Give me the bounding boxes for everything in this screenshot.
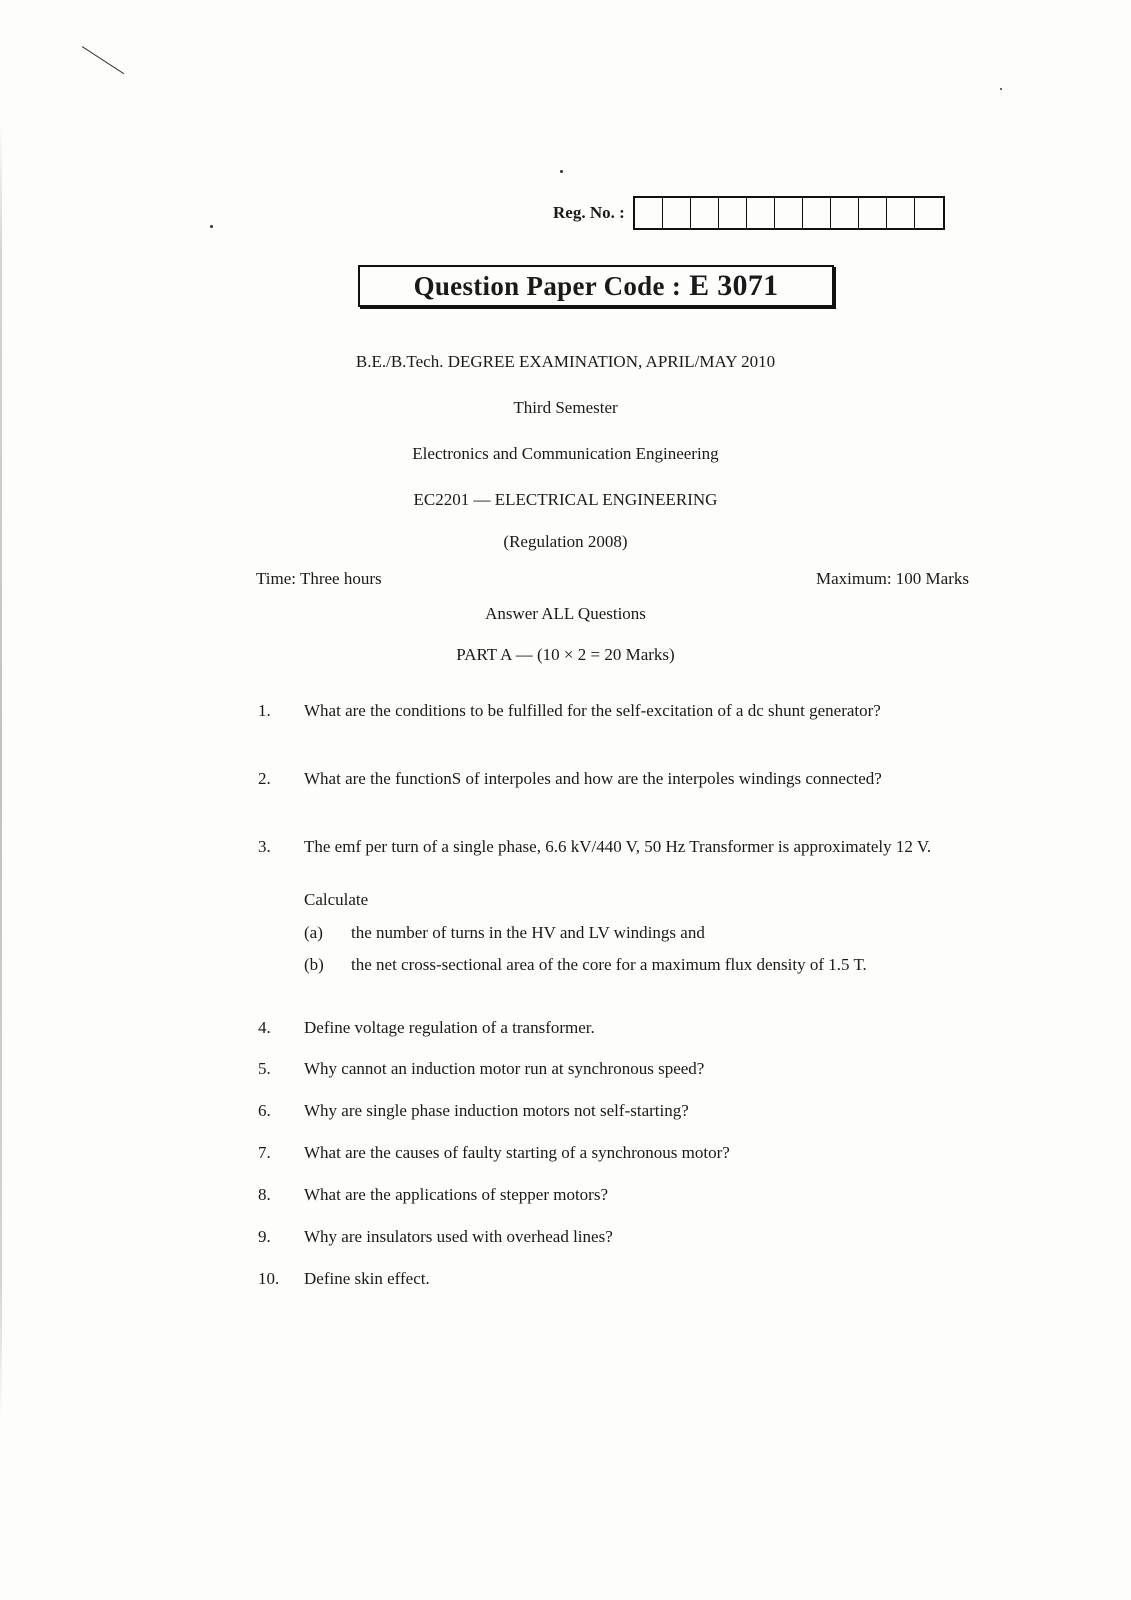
question-number: 2. [258,769,271,788]
reg-digit-box[interactable] [691,198,719,228]
question-text: Why are insulators used with overhead lines? [304,1227,613,1246]
calculate-label: Calculate [304,890,369,909]
sub-question-text: the number of turns in the HV and LV windings and [351,923,705,942]
question-item [258,1142,974,1164]
reg-no [553,196,945,230]
reg-digit-box[interactable] [747,198,775,228]
question-item [258,768,974,790]
sub-question-text: the net cross-sectional area of the core for a maximum flux density of 1.5 T. [351,955,867,974]
question-text: Why cannot an induction motor run at synchronous speed? [304,1059,705,1078]
sub-question [304,922,974,944]
question-number: 7. [258,1143,271,1162]
semester: Third Semester [513,398,618,417]
question-text: What are the causes of faulty starting of a synchronous motor? [304,1143,730,1162]
reg-digit-box[interactable] [915,198,943,228]
question-number: 6. [258,1101,271,1120]
question-number: 8. [258,1185,271,1204]
question-item [258,1017,974,1039]
question-text: Define voltage regulation of a transformer. [304,1018,595,1037]
regulation: (Regulation 2008) [503,532,628,551]
qpc-code: E 3071 [689,269,779,302]
question-number: 10. [258,1269,280,1288]
scan-dot [560,170,563,173]
question-number: 5. [258,1059,271,1078]
max-marks: Maximum: 100 Marks [816,569,969,588]
question-item [258,1100,974,1122]
question-item [258,700,974,722]
scan-dot [210,225,213,228]
question-text: What are the conditions to be fulfilled for the self-excitation of a dc shunt generator? [304,701,881,720]
question-paper-code [358,265,834,307]
reg-digit-box[interactable] [831,198,859,228]
reg-digit-box[interactable] [803,198,831,228]
reg-digit-box[interactable] [775,198,803,228]
question-item [258,1268,974,1290]
sub-question [304,954,974,976]
question-number: 9. [258,1227,271,1246]
question-text: Why are single phase induction motors not self-starting? [304,1101,689,1120]
reg-digit-box[interactable] [663,198,691,228]
question-text: The emf per turn of a single phase, 6.6 kV/440 V, 50 Hz Transformer is approximately 12 V. [304,837,932,856]
question-number: 4. [258,1018,271,1037]
scan-edge [0,120,2,1420]
question-item [258,1226,974,1248]
subject: EC2201 — ELECTRICAL ENGINEERING [413,490,718,509]
reg-digit-box[interactable] [719,198,747,228]
qpc-label: Question Paper Code : [413,270,682,301]
reg-digit-box[interactable] [635,198,663,228]
reg-digit-box[interactable] [887,198,915,228]
reg-label: Reg. No. : [553,203,625,222]
exam-title: B.E./B.Tech. DEGREE EXAMINATION, APRIL/MAY 2010 [355,352,776,371]
part-heading: PART A — (10 × 2 = 20 Marks) [456,645,675,664]
reg-digit-box[interactable] [859,198,887,228]
branch: Electronics and Communication Engineering [412,444,719,463]
question-item [258,1184,974,1206]
scan-dot [1000,88,1002,90]
question-text: Define skin effect. [304,1269,430,1288]
question-item [258,836,974,858]
sub-question-label: (a) [304,923,323,942]
question-text: What are the functionS of interpoles and how are the interpoles windings connected? [304,769,882,788]
scan-mark [82,46,124,74]
question-text: What are the applications of stepper motors? [304,1185,608,1204]
question-number: 1. [258,701,271,720]
question-item [258,1058,974,1080]
question-number: 3. [258,837,271,856]
sub-question-label: (b) [304,955,324,974]
instruction: Answer ALL Questions [485,604,646,623]
reg-boxes[interactable] [633,196,945,230]
time-duration: Time: Three hours [256,569,382,588]
